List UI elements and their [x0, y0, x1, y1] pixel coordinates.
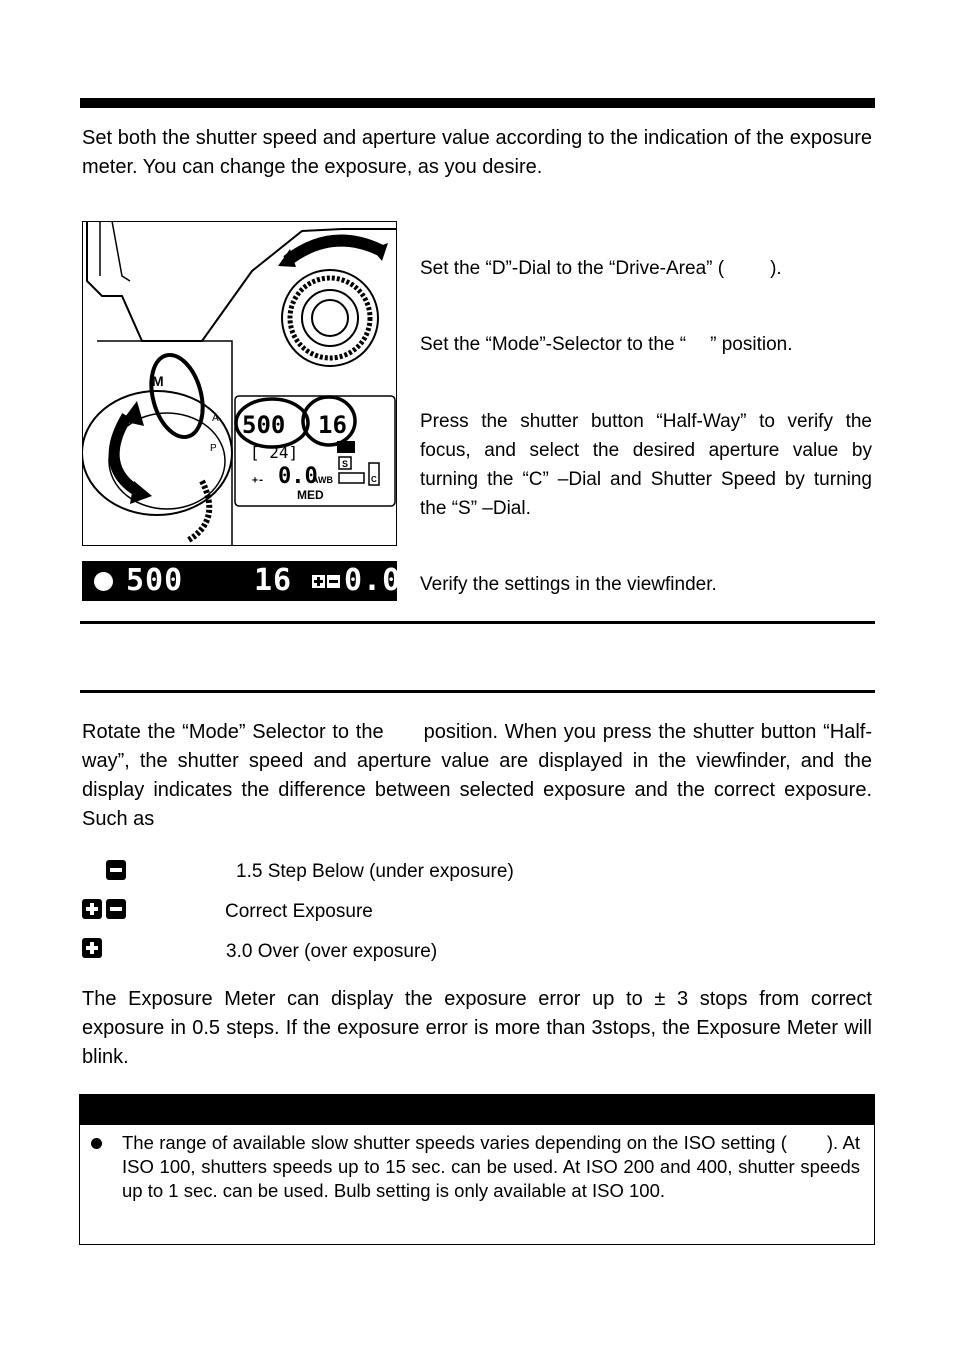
lcd-comp: 0.0	[278, 464, 318, 489]
step-2: Set the “Mode”-Selector to the “ ” position.	[420, 334, 793, 355]
intro-paragraph: Set both the shutter speed and aperture value according to the indication of the exposure meter. You can change the exposure, as you desire.	[82, 127, 872, 178]
lcd-c: C	[371, 475, 377, 484]
plus-icon-a	[82, 899, 102, 919]
minus-icon	[106, 860, 126, 880]
meter-row-under: 1.5 Step Below (under exposure)	[236, 861, 514, 882]
note-box	[79, 1094, 875, 1245]
lcd-quality: MED	[297, 488, 324, 502]
bullet-icon	[91, 1138, 102, 1149]
viewfinder-display	[82, 561, 402, 601]
header-rule	[80, 98, 875, 108]
plus-minus-icon	[312, 575, 340, 589]
minus-icon-b	[106, 899, 126, 919]
focus-dot-icon	[94, 572, 113, 591]
step-1: Set the “D”-Dial to the “Drive-Area” ( ).	[420, 258, 782, 279]
lcd-shutter: 500	[242, 411, 286, 439]
meter-row-correct: Correct Exposure	[225, 901, 373, 922]
viewfinder-shutter: 500	[126, 563, 184, 598]
meter-paragraph: Rotate the “Mode” Selector to the position. When you press the shutter button “Half-way”, the shutter speed and aperture value are displayed in the viewfinder, and the display indicates the difference between selected exposure and the correct exposure. Such as	[82, 721, 872, 830]
svg-text:[ 24]: [ 24]	[250, 443, 299, 462]
lcd-awb: AWB	[312, 475, 333, 485]
camera-diagram	[82, 221, 397, 546]
note-header-bar	[80, 1095, 874, 1125]
svg-text:+-: +-	[252, 475, 265, 486]
step-4: Verify the settings in the viewfinder.	[420, 574, 717, 595]
mode-m-label: M	[152, 373, 164, 389]
meter-row-over: 3.0 Over (over exposure)	[226, 941, 438, 962]
camera-top-icon	[82, 221, 397, 546]
svg-text:P: P	[210, 443, 217, 454]
meter-closing-paragraph: The Exposure Meter can display the exposure error up to ± 3 stops from correct exposure in 0.5 steps. If the exposure error is more than 3stops, the Exposure Meter will blink.	[82, 988, 872, 1068]
svg-text:A: A	[212, 413, 219, 424]
step-3: Press the shutter button “Half-Way” to verify the focus, and select the desired aperture value by turning the “C” –Dial and Shutter Speed by turning the “S” –Dial.	[420, 411, 872, 519]
lcd-aperture: 16	[318, 411, 347, 439]
viewfinder-comp: 0.0	[344, 563, 402, 598]
viewfinder-aperture: 16	[254, 563, 293, 598]
section-divider-top	[80, 621, 875, 624]
lcd-s: S	[342, 459, 349, 469]
note-text: The range of available slow shutter speeds varies depending on the ISO setting ( ). At ISO 100, shutters speeds up to 15 sec. can be used. At ISO 200 and 400, shutter speeds up to 1 sec. can be used. Bulb setting is only available at ISO 100.	[122, 1132, 860, 1201]
section-divider-bottom	[80, 690, 875, 693]
plus-icon	[82, 938, 102, 958]
